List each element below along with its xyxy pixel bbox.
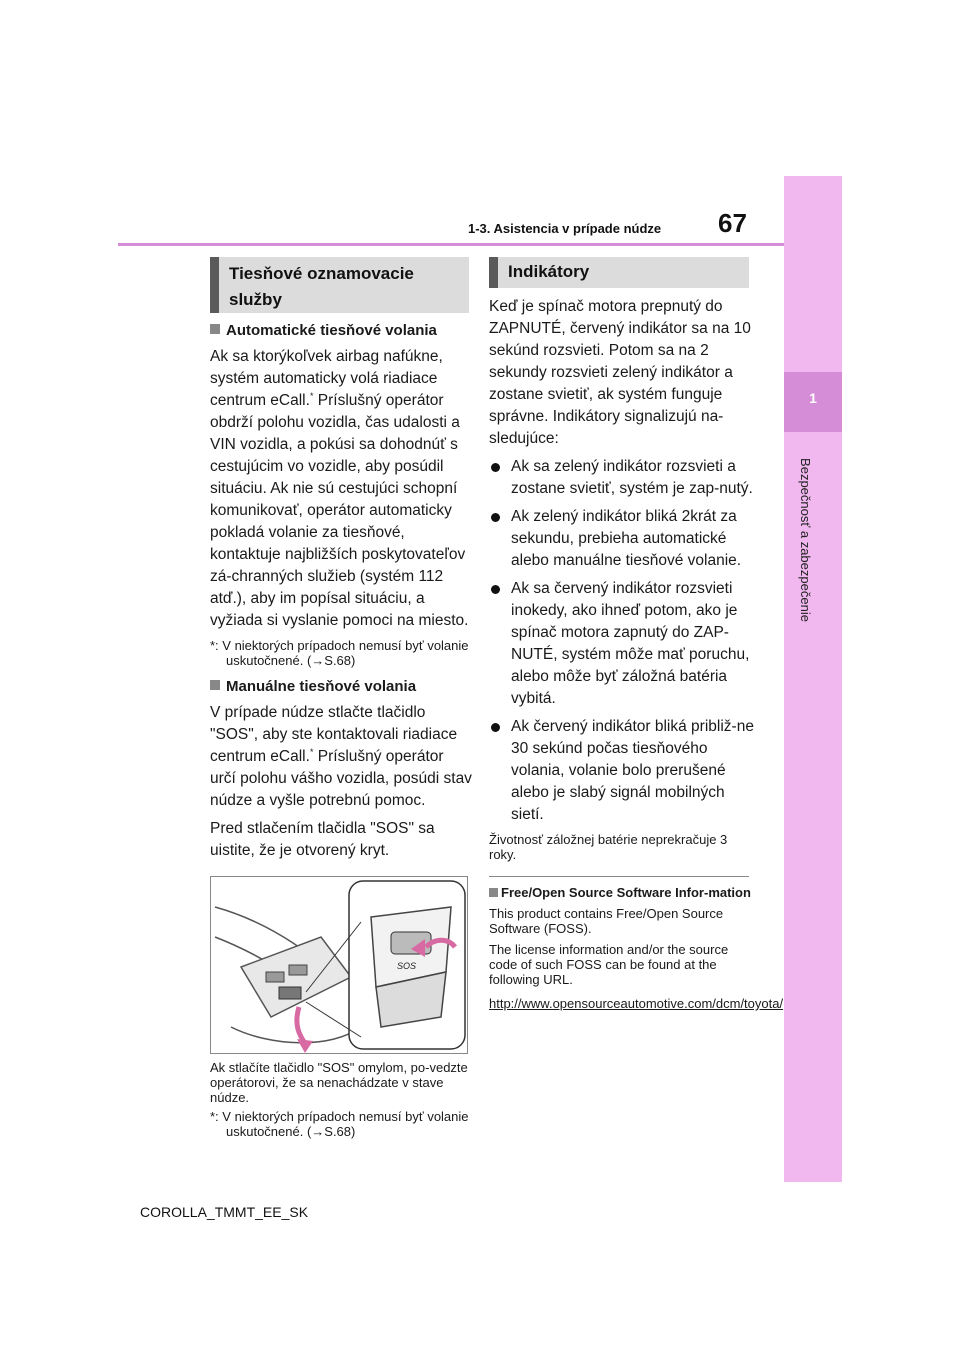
header-rule — [118, 243, 785, 246]
subheading-text: Free/Open Source Software Infor-mation — [501, 885, 751, 900]
chapter-label: Bezpečnosť a zabezpečenie — [798, 458, 813, 622]
bullet-dot-icon — [491, 513, 500, 522]
footnote-marker: * — [309, 390, 314, 401]
divider — [489, 876, 749, 877]
overhead-console-drawing — [211, 877, 468, 1054]
subheading-text: Manuálne tiesňové volania — [226, 678, 417, 695]
chapter-title: 1-3. Asistencia v prípade núdze — [468, 221, 662, 236]
foss-paragraph: This product contains Free/Open Source Software (FOSS). — [489, 906, 724, 936]
list-item — [489, 506, 754, 572]
chapter-sidebar — [784, 176, 842, 1182]
bullet-dot-icon — [491, 723, 500, 732]
text-segment: Ak sa ktorýkoľvek airbag nafúkne, systém automaticky volá riadiace centrum eCall. — [210, 348, 443, 409]
paragraph-indicators-intro: Keď je spínač motora prepnutý do ZAPNUTÉ, červený indikátor sa na 10 sekúnd rozsvieti. Potom sa na 2 sekundy rozsvieti zelený indikátor a zostane svietiť, ak systém funguje správne. Indikátory signalizujú na-sledujúce: — [489, 298, 751, 447]
subheading-manual-calls — [210, 676, 472, 698]
paragraph-manual-calls — [210, 702, 472, 812]
battery-life-note: Životnosť záložnej batérie neprekračuje 3 roky. — [489, 832, 728, 862]
text-segment: Príslušný operátor určí polohu vášho vozidla, posúdi stav núdze a vyšle potrebnú pomoc. — [210, 748, 472, 809]
figure-caption: Ak stlačíte tlačidlo "SOS" omylom, po-vedzte operátorovi, že sa nenachádzate v stave núdze. — [210, 1060, 468, 1105]
paragraph-open-cover: Pred stlačením tlačidla "SOS" sa uistite, že je otvorený kryt. — [210, 820, 435, 859]
square-bullet-icon — [489, 888, 498, 897]
subheading-automatic-calls — [210, 320, 472, 342]
text-segment: V prípade núdze stlačte tlačidlo "SOS", aby ste kontaktovali riadiace centrum eCall. — [210, 704, 458, 765]
left-column — [210, 318, 472, 1147]
footnote-marker: * — [309, 746, 314, 757]
footnote: *: V niektorých prípadoch nemusí byť volanie uskutočnené. (→S.68) — [210, 1109, 469, 1139]
page-number: 67 — [718, 208, 747, 238]
square-bullet-icon — [210, 324, 220, 334]
bullet-dot-icon — [491, 585, 500, 594]
square-bullet-icon — [210, 680, 220, 690]
list-item — [489, 578, 754, 710]
list-item-text: Ak sa zelený indikátor rozsvieti a zostane svietiť, systém je zap-nutý. — [511, 458, 753, 497]
foss-paragraph: The license information and/or the source code of such FOSS can be found at the following URL. — [489, 942, 729, 987]
list-item — [489, 456, 754, 500]
list-item-text: Ak zelený indikátor bliká 2krát za sekundu, prebieha automatické alebo manuálne tiesňové volanie. — [511, 508, 742, 569]
foss-url-link[interactable]: http://www.opensourceautomotive.com/dcm/toyota/ — [489, 996, 784, 1011]
list-item-text: Ak sa červený indikátor rozsvieti inokedy, ako ihneď potom, ako je spínač motora zapnutý do ZAP-NUTÉ, systém môže mať poruchu, alebo môže byť záložná batéria vybitá. — [511, 580, 750, 707]
footnote: *: V niektorých prípadoch nemusí byť volanie uskutočnené. (→S.68) — [210, 638, 469, 668]
footer-doc-code: COROLLA_TMMT_EE_SK — [140, 1204, 309, 1220]
section-heading-indicators: Indikátory — [489, 257, 749, 288]
subheading-foss — [489, 885, 754, 900]
chapter-number: 1 — [809, 390, 817, 406]
subheading-text: Automatické tiesňové volania — [226, 322, 437, 339]
list-item-text: Ak červený indikátor bliká približ-ne 30 sekúnd počas tiesňového volania, volanie bolo prerušené alebo je slabý signál mobilných sietí. — [511, 718, 754, 823]
right-column — [489, 296, 784, 1015]
bullet-dot-icon — [491, 463, 500, 472]
section-heading-emergency-services: Tiesňové oznamovacie služby — [210, 257, 469, 313]
sos-button-illustration — [210, 876, 468, 1054]
paragraph-automatic-calls — [210, 346, 472, 632]
sos-label: SOS — [397, 961, 417, 971]
list-item — [489, 716, 754, 826]
text-segment: Príslušný operátor obdrží polohu vozidla, čas udalosti a VIN vozidla, a pokúsi sa dohodnúť s cestujúcim vo vozidle, aby posúdil situáciu. Ak nie sú cestujúci schopní komunikovať, operátor automaticky pokladá volanie za tiesňové, kontaktuje najbližších poskytovateľov zá-chranných služieb (systém 112 atď.), aby im popísal situáciu, a vyžiada si vyslanie pomoci na miesto. — [210, 392, 469, 629]
